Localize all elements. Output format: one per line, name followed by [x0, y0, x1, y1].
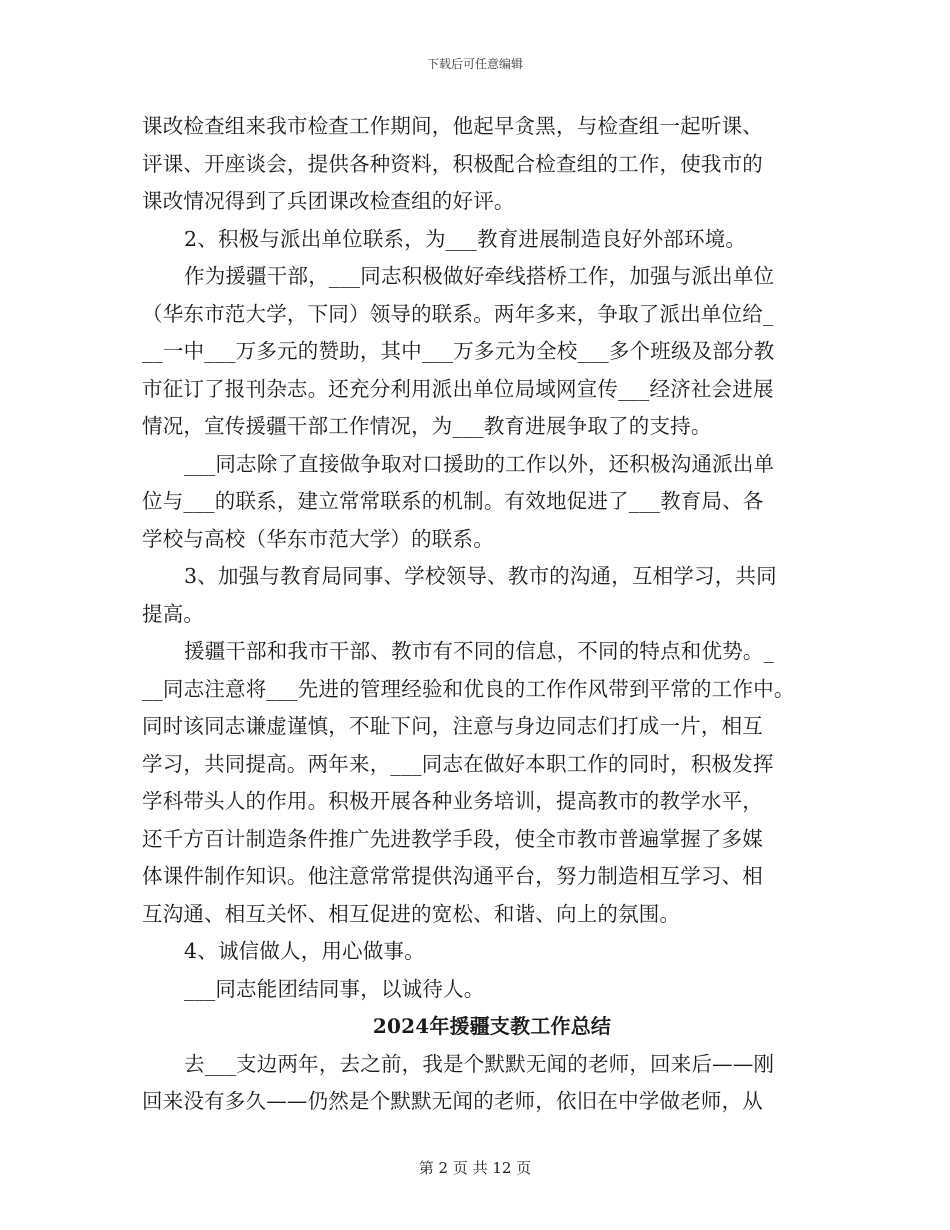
text-line: 学科带头人的作用。积极开展各种业务培训，提高教市的教学水平， — [142, 789, 763, 813]
text-line: 课改情况得到了兵团课改检查组的好评。 — [142, 189, 515, 213]
text-line: 学校与高校（华东市范大学）的联系。 — [142, 526, 494, 551]
text-line: __同志注意将___先进的管理经验和优良的工作作风带到平常的工作中。 — [142, 676, 795, 701]
text-line: 援疆干部和我市干部、教市有不同的信息，不同的特点和优势。_ — [184, 639, 775, 663]
text-line: 3、加强与教育局同事、学校领导、教市的沟通，互相学习，共同 — [184, 564, 777, 588]
text-line: 4、诚信做人，用心做事。 — [184, 939, 425, 963]
text-line: 回来没有多久——仍然是个默默无闻的老师，依旧在中学做老师，从 — [142, 1089, 763, 1113]
text-line: ___同志除了直接做争取对口援助的工作以外，还积极沟通派出单 — [184, 451, 775, 476]
text-line: 评课、开座谈会，提供各种资料，积极配合检查组的工作，使我市的 — [142, 151, 763, 176]
text-line: 市征订了报刊杂志。还充分利用派出单位局域网宣传___经济社会进展 — [142, 376, 774, 401]
document-body — [142, 108, 822, 1121]
text-line: 体课件制作知识。他注意常常提供沟通平台，努力制造相互学习、相 — [142, 864, 763, 888]
text-line: 提高。 — [142, 601, 205, 626]
page-footer: 第 2 页 共 12 页 — [418, 1159, 532, 1177]
text-line: （华东市范大学，下同）领导的联系。两年多来，争取了派出单位给_ — [142, 301, 774, 326]
text-line: 还千方百计制造条件推广先进教学手段，使全市教市普遍掌握了多媒 — [142, 826, 763, 851]
text-line: __一中___万多元的赞助，其中___万多元为全校___多个班级及部分教 — [142, 339, 775, 363]
page-header: 下载后可任意编辑 — [426, 57, 523, 71]
text-line: 2、积极与派出单位联系，为___教育进展制造良好外部环境。 — [184, 226, 747, 251]
text-line: 同时该同志谦虚谨慎，不耻下问，注意与身边同志们打成一片，相互 — [142, 714, 763, 738]
section-title: 2024年援疆支教工作总结 — [372, 1014, 612, 1038]
text-line: 去___支边两年，去之前，我是个默默无闻的老师，回来后——刚 — [184, 1051, 775, 1076]
text-line: 位与___的联系，建立常常联系的机制。有效地促进了___教育局、各 — [142, 489, 764, 513]
text-line: 学习，共同提高。两年来，___同志在做好本职工作的同时，积极发挥 — [142, 751, 774, 776]
text-line: 互沟通、相互关怀、相互促进的宽松、和谐、向上的氛围。 — [142, 901, 681, 926]
text-line: ___同志能团结同事，以诚待人。 — [184, 976, 485, 1001]
text-line: 课改检查组来我市检查工作期间，他起早贪黑，与检查组一起听课、 — [142, 114, 763, 138]
text-line: 情况，宣传援疆干部工作情况，为___教育进展争取了的支持。 — [142, 414, 712, 438]
text-line: 作为援疆干部，___同志积极做好牵线搭桥工作，加强与派出单位 — [184, 264, 775, 288]
